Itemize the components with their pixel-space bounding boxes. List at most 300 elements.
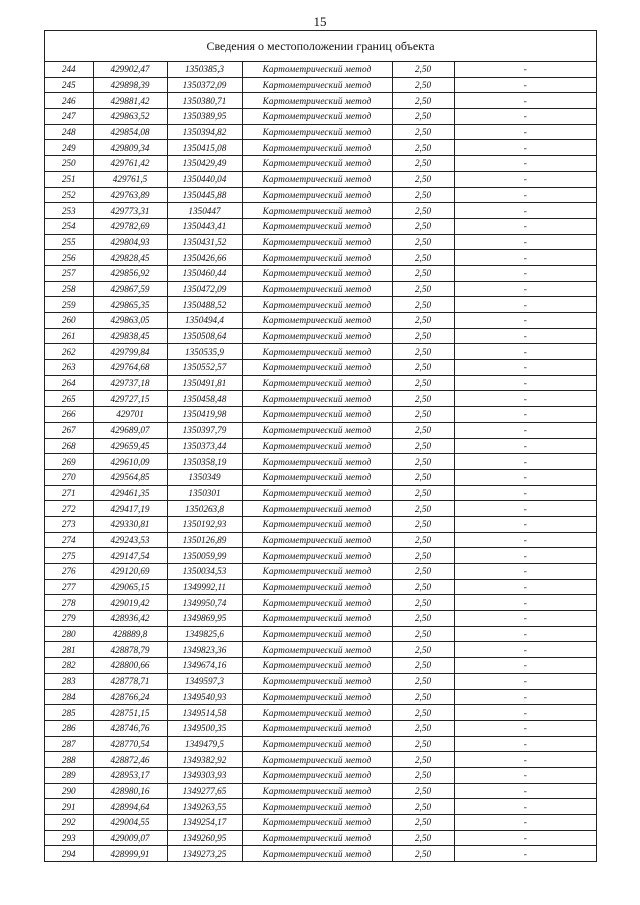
cell-point-number: 281: [45, 642, 93, 658]
cell-method: Картометрический метод: [242, 579, 392, 595]
table-row: [45, 705, 596, 721]
cell-description: -: [454, 344, 596, 360]
cell-description: -: [454, 454, 596, 470]
cell-x-coordinate: 429856,92: [93, 265, 167, 281]
cell-method: Картометрический метод: [242, 344, 392, 360]
cell-method: Картометрический метод: [242, 720, 392, 736]
cell-point-number: 286: [45, 720, 93, 736]
cell-point-number: 291: [45, 799, 93, 815]
cell-accuracy: 2,50: [392, 736, 454, 752]
table-row: [45, 752, 596, 768]
cell-x-coordinate: 429863,52: [93, 109, 167, 125]
cell-method: Картометрический метод: [242, 595, 392, 611]
cell-x-coordinate: 429867,59: [93, 281, 167, 297]
cell-point-number: 278: [45, 595, 93, 611]
table-row: [45, 767, 596, 783]
cell-point-number: 265: [45, 391, 93, 407]
cell-y-coordinate: 1350426,66: [167, 250, 242, 266]
cell-y-coordinate: 1349273,25: [167, 846, 242, 862]
cell-accuracy: 2,50: [392, 313, 454, 329]
cell-point-number: 248: [45, 124, 93, 140]
cell-accuracy: 2,50: [392, 109, 454, 125]
cell-accuracy: 2,50: [392, 705, 454, 721]
cell-x-coordinate: 429761,5: [93, 171, 167, 187]
cell-description: -: [454, 564, 596, 580]
cell-method: Картометрический метод: [242, 250, 392, 266]
table-row: [45, 297, 596, 313]
cell-point-number: 292: [45, 815, 93, 831]
cell-point-number: 294: [45, 846, 93, 862]
cell-method: Картометрический метод: [242, 516, 392, 532]
cell-point-number: 259: [45, 297, 93, 313]
cell-accuracy: 2,50: [392, 752, 454, 768]
table-row: [45, 720, 596, 736]
cell-accuracy: 2,50: [392, 265, 454, 281]
table-row: [45, 501, 596, 517]
cell-description: -: [454, 156, 596, 172]
cell-point-number: 293: [45, 830, 93, 846]
cell-method: Картометрический метод: [242, 815, 392, 831]
cell-x-coordinate: 428889,8: [93, 626, 167, 642]
cell-accuracy: 2,50: [392, 297, 454, 313]
cell-accuracy: 2,50: [392, 846, 454, 862]
cell-point-number: 275: [45, 548, 93, 564]
cell-method: Картометрический метод: [242, 156, 392, 172]
cell-description: -: [454, 611, 596, 627]
cell-method: Картометрический метод: [242, 705, 392, 721]
table-row: [45, 328, 596, 344]
cell-y-coordinate: 1349825,6: [167, 626, 242, 642]
cell-y-coordinate: 1350431,52: [167, 234, 242, 250]
cell-y-coordinate: 1349254,17: [167, 815, 242, 831]
cell-method: Картометрический метод: [242, 454, 392, 470]
cell-y-coordinate: 1350394,82: [167, 124, 242, 140]
cell-point-number: 260: [45, 313, 93, 329]
cell-method: Картометрический метод: [242, 752, 392, 768]
cell-y-coordinate: 1350508,64: [167, 328, 242, 344]
cell-accuracy: 2,50: [392, 815, 454, 831]
cell-description: -: [454, 815, 596, 831]
cell-x-coordinate: 429417,19: [93, 501, 167, 517]
cell-accuracy: 2,50: [392, 422, 454, 438]
cell-description: -: [454, 705, 596, 721]
cell-point-number: 249: [45, 140, 93, 156]
cell-x-coordinate: 429799,84: [93, 344, 167, 360]
cell-description: -: [454, 187, 596, 203]
cell-x-coordinate: 429065,15: [93, 579, 167, 595]
table-row: [45, 187, 596, 203]
cell-y-coordinate: 1349823,36: [167, 642, 242, 658]
cell-description: -: [454, 752, 596, 768]
cell-method: Картометрический метод: [242, 658, 392, 674]
cell-point-number: 287: [45, 736, 93, 752]
cell-description: -: [454, 469, 596, 485]
cell-point-number: 250: [45, 156, 93, 172]
cell-x-coordinate: 429865,35: [93, 297, 167, 313]
table-row: [45, 485, 596, 501]
cell-description: -: [454, 313, 596, 329]
cell-point-number: 269: [45, 454, 93, 470]
table-row: [45, 375, 596, 391]
cell-point-number: 266: [45, 407, 93, 423]
cell-point-number: 253: [45, 203, 93, 219]
cell-x-coordinate: 429009,07: [93, 830, 167, 846]
cell-point-number: 271: [45, 485, 93, 501]
cell-y-coordinate: 1350440,04: [167, 171, 242, 187]
cell-y-coordinate: 1350488,52: [167, 297, 242, 313]
table-body: [45, 62, 596, 862]
cell-description: -: [454, 642, 596, 658]
table-row: [45, 250, 596, 266]
cell-description: -: [454, 93, 596, 109]
cell-x-coordinate: 429659,45: [93, 438, 167, 454]
cell-point-number: 290: [45, 783, 93, 799]
cell-point-number: 252: [45, 187, 93, 203]
table-row: [45, 203, 596, 219]
cell-y-coordinate: 1350415,08: [167, 140, 242, 156]
cell-description: -: [454, 532, 596, 548]
cell-method: Картометрический метод: [242, 391, 392, 407]
cell-description: -: [454, 548, 596, 564]
cell-x-coordinate: 429019,42: [93, 595, 167, 611]
cell-point-number: 262: [45, 344, 93, 360]
table-row: [45, 532, 596, 548]
cell-method: Картометрический метод: [242, 407, 392, 423]
cell-description: -: [454, 783, 596, 799]
boundary-table-frame: [44, 30, 597, 862]
cell-accuracy: 2,50: [392, 77, 454, 93]
cell-point-number: 247: [45, 109, 93, 125]
cell-description: -: [454, 203, 596, 219]
table-row: [45, 564, 596, 580]
cell-point-number: 257: [45, 265, 93, 281]
cell-method: Картометрический метод: [242, 265, 392, 281]
cell-method: Картометрический метод: [242, 783, 392, 799]
table-row: [45, 454, 596, 470]
cell-x-coordinate: 429773,31: [93, 203, 167, 219]
cell-description: -: [454, 171, 596, 187]
cell-accuracy: 2,50: [392, 454, 454, 470]
cell-point-number: 289: [45, 767, 93, 783]
cell-method: Картометрический метод: [242, 673, 392, 689]
cell-x-coordinate: 429761,42: [93, 156, 167, 172]
cell-y-coordinate: 1350126,89: [167, 532, 242, 548]
cell-x-coordinate: 429461,35: [93, 485, 167, 501]
cell-x-coordinate: 429838,45: [93, 328, 167, 344]
table-row: [45, 548, 596, 564]
cell-description: -: [454, 281, 596, 297]
cell-method: Картометрический метод: [242, 375, 392, 391]
cell-description: -: [454, 846, 596, 862]
cell-y-coordinate: 1349992,11: [167, 579, 242, 595]
cell-y-coordinate: 1349674,16: [167, 658, 242, 674]
cell-y-coordinate: 1349303,93: [167, 767, 242, 783]
cell-accuracy: 2,50: [392, 124, 454, 140]
cell-accuracy: 2,50: [392, 344, 454, 360]
cell-method: Картометрический метод: [242, 297, 392, 313]
cell-x-coordinate: 429881,42: [93, 93, 167, 109]
cell-method: Картометрический метод: [242, 736, 392, 752]
cell-method: Картометрический метод: [242, 799, 392, 815]
cell-point-number: 276: [45, 564, 93, 580]
cell-point-number: 272: [45, 501, 93, 517]
cell-x-coordinate: 429898,39: [93, 77, 167, 93]
cell-x-coordinate: 429809,34: [93, 140, 167, 156]
cell-x-coordinate: 428878,79: [93, 642, 167, 658]
cell-y-coordinate: 1350301: [167, 485, 242, 501]
page-number: 15: [313, 14, 327, 29]
cell-accuracy: 2,50: [392, 234, 454, 250]
cell-accuracy: 2,50: [392, 658, 454, 674]
cell-x-coordinate: 428751,15: [93, 705, 167, 721]
cell-accuracy: 2,50: [392, 611, 454, 627]
cell-description: -: [454, 689, 596, 705]
cell-method: Картометрический метод: [242, 124, 392, 140]
cell-accuracy: 2,50: [392, 140, 454, 156]
cell-description: -: [454, 297, 596, 313]
cell-x-coordinate: 429330,81: [93, 516, 167, 532]
cell-description: -: [454, 767, 596, 783]
cell-description: -: [454, 516, 596, 532]
cell-description: -: [454, 501, 596, 517]
cell-description: -: [454, 218, 596, 234]
cell-x-coordinate: 429764,68: [93, 360, 167, 376]
cell-y-coordinate: 1349597,3: [167, 673, 242, 689]
cell-y-coordinate: 1349950,74: [167, 595, 242, 611]
cell-x-coordinate: 429902,47: [93, 62, 167, 77]
cell-point-number: 264: [45, 375, 93, 391]
table-row: [45, 93, 596, 109]
table-row: [45, 673, 596, 689]
cell-x-coordinate: 428980,16: [93, 783, 167, 799]
cell-method: Картометрический метод: [242, 469, 392, 485]
cell-accuracy: 2,50: [392, 579, 454, 595]
cell-accuracy: 2,50: [392, 783, 454, 799]
cell-accuracy: 2,50: [392, 548, 454, 564]
table-row: [45, 360, 596, 376]
cell-description: -: [454, 250, 596, 266]
cell-y-coordinate: 1350460,44: [167, 265, 242, 281]
cell-method: Картометрический метод: [242, 846, 392, 862]
boundary-points-table: [45, 62, 596, 862]
cell-accuracy: 2,50: [392, 516, 454, 532]
cell-description: -: [454, 720, 596, 736]
cell-point-number: 267: [45, 422, 93, 438]
cell-accuracy: 2,50: [392, 532, 454, 548]
cell-point-number: 261: [45, 328, 93, 344]
cell-description: -: [454, 62, 596, 77]
cell-y-coordinate: 1349869,95: [167, 611, 242, 627]
cell-y-coordinate: 1350419,98: [167, 407, 242, 423]
cell-method: Картометрический метод: [242, 171, 392, 187]
cell-x-coordinate: 428800,66: [93, 658, 167, 674]
cell-accuracy: 2,50: [392, 501, 454, 517]
cell-y-coordinate: 1350429,49: [167, 156, 242, 172]
cell-method: Картометрический метод: [242, 767, 392, 783]
cell-accuracy: 2,50: [392, 642, 454, 658]
cell-point-number: 277: [45, 579, 93, 595]
cell-method: Картометрический метод: [242, 109, 392, 125]
cell-point-number: 274: [45, 532, 93, 548]
cell-point-number: 245: [45, 77, 93, 93]
table-row: [45, 234, 596, 250]
cell-point-number: 255: [45, 234, 93, 250]
table-row: [45, 799, 596, 815]
cell-description: -: [454, 579, 596, 595]
table-row: [45, 124, 596, 140]
cell-y-coordinate: 1349540,93: [167, 689, 242, 705]
cell-accuracy: 2,50: [392, 485, 454, 501]
cell-x-coordinate: 429564,85: [93, 469, 167, 485]
cell-method: Картометрический метод: [242, 360, 392, 376]
cell-point-number: 288: [45, 752, 93, 768]
table-row: [45, 783, 596, 799]
cell-x-coordinate: 429782,69: [93, 218, 167, 234]
table-row: [45, 62, 596, 77]
cell-y-coordinate: 1350380,71: [167, 93, 242, 109]
cell-accuracy: 2,50: [392, 673, 454, 689]
cell-description: -: [454, 736, 596, 752]
cell-method: Картометрический метод: [242, 438, 392, 454]
cell-point-number: 279: [45, 611, 93, 627]
cell-point-number: 273: [45, 516, 93, 532]
cell-accuracy: 2,50: [392, 626, 454, 642]
cell-point-number: 244: [45, 62, 93, 77]
table-row: [45, 156, 596, 172]
cell-description: -: [454, 799, 596, 815]
table-row: [45, 265, 596, 281]
cell-y-coordinate: 1350192,93: [167, 516, 242, 532]
cell-accuracy: 2,50: [392, 360, 454, 376]
cell-point-number: 268: [45, 438, 93, 454]
cell-y-coordinate: 1350349: [167, 469, 242, 485]
cell-x-coordinate: 428872,46: [93, 752, 167, 768]
cell-description: -: [454, 595, 596, 611]
cell-description: -: [454, 830, 596, 846]
cell-method: Картометрический метод: [242, 501, 392, 517]
cell-x-coordinate: 429689,07: [93, 422, 167, 438]
cell-description: -: [454, 422, 596, 438]
cell-description: -: [454, 626, 596, 642]
table-row: [45, 626, 596, 642]
cell-method: Картометрический метод: [242, 642, 392, 658]
cell-point-number: 280: [45, 626, 93, 642]
cell-description: -: [454, 375, 596, 391]
cell-y-coordinate: 1350445,88: [167, 187, 242, 203]
cell-description: -: [454, 124, 596, 140]
cell-x-coordinate: 429610,09: [93, 454, 167, 470]
cell-method: Картометрический метод: [242, 422, 392, 438]
cell-point-number: 256: [45, 250, 93, 266]
cell-method: Картометрический метод: [242, 234, 392, 250]
cell-method: Картометрический метод: [242, 532, 392, 548]
cell-y-coordinate: 1349263,55: [167, 799, 242, 815]
cell-y-coordinate: 1349382,92: [167, 752, 242, 768]
table-row: [45, 516, 596, 532]
cell-method: Картометрический метод: [242, 62, 392, 77]
cell-x-coordinate: 428770,54: [93, 736, 167, 752]
cell-description: -: [454, 109, 596, 125]
cell-x-coordinate: 428999,91: [93, 846, 167, 862]
cell-description: -: [454, 485, 596, 501]
cell-x-coordinate: 429004,55: [93, 815, 167, 831]
cell-point-number: 263: [45, 360, 93, 376]
cell-y-coordinate: 1350059,99: [167, 548, 242, 564]
cell-y-coordinate: 1349514,58: [167, 705, 242, 721]
cell-description: -: [454, 360, 596, 376]
cell-x-coordinate: 429828,45: [93, 250, 167, 266]
cell-accuracy: 2,50: [392, 62, 454, 77]
cell-accuracy: 2,50: [392, 799, 454, 815]
cell-point-number: 258: [45, 281, 93, 297]
cell-x-coordinate: 428746,76: [93, 720, 167, 736]
cell-method: Картометрический метод: [242, 77, 392, 93]
table-row: [45, 595, 596, 611]
cell-accuracy: 2,50: [392, 689, 454, 705]
table-row: [45, 77, 596, 93]
table-row: [45, 109, 596, 125]
table-row: [45, 830, 596, 846]
cell-method: Картометрический метод: [242, 328, 392, 344]
cell-point-number: 270: [45, 469, 93, 485]
cell-point-number: 246: [45, 93, 93, 109]
cell-y-coordinate: 1350491,81: [167, 375, 242, 391]
cell-x-coordinate: 429243,53: [93, 532, 167, 548]
cell-accuracy: 2,50: [392, 281, 454, 297]
cell-accuracy: 2,50: [392, 375, 454, 391]
cell-accuracy: 2,50: [392, 156, 454, 172]
cell-y-coordinate: 1349260,95: [167, 830, 242, 846]
cell-y-coordinate: 1349277,65: [167, 783, 242, 799]
cell-y-coordinate: 1350358,19: [167, 454, 242, 470]
cell-y-coordinate: 1350034,53: [167, 564, 242, 580]
cell-x-coordinate: 428766,24: [93, 689, 167, 705]
cell-description: -: [454, 77, 596, 93]
cell-accuracy: 2,50: [392, 250, 454, 266]
cell-y-coordinate: 1350263,8: [167, 501, 242, 517]
table-row: [45, 313, 596, 329]
table-row: [45, 171, 596, 187]
cell-point-number: 285: [45, 705, 93, 721]
cell-point-number: 283: [45, 673, 93, 689]
cell-y-coordinate: 1349479,5: [167, 736, 242, 752]
cell-y-coordinate: 1350373,44: [167, 438, 242, 454]
cell-point-number: 282: [45, 658, 93, 674]
table-row: [45, 658, 596, 674]
cell-accuracy: 2,50: [392, 767, 454, 783]
cell-method: Картометрический метод: [242, 140, 392, 156]
cell-method: Картометрический метод: [242, 485, 392, 501]
cell-x-coordinate: 429147,54: [93, 548, 167, 564]
table-row: [45, 218, 596, 234]
table-row: [45, 642, 596, 658]
table-row: [45, 815, 596, 831]
cell-y-coordinate: 1350494,4: [167, 313, 242, 329]
cell-accuracy: 2,50: [392, 564, 454, 580]
cell-point-number: 254: [45, 218, 93, 234]
cell-method: Картометрический метод: [242, 611, 392, 627]
cell-accuracy: 2,50: [392, 438, 454, 454]
cell-y-coordinate: 1350552,57: [167, 360, 242, 376]
cell-method: Картометрический метод: [242, 689, 392, 705]
cell-x-coordinate: 429727,15: [93, 391, 167, 407]
cell-method: Картометрический метод: [242, 281, 392, 297]
cell-accuracy: 2,50: [392, 328, 454, 344]
cell-description: -: [454, 438, 596, 454]
table-row: [45, 736, 596, 752]
table-row: [45, 281, 596, 297]
cell-y-coordinate: 1350397,79: [167, 422, 242, 438]
